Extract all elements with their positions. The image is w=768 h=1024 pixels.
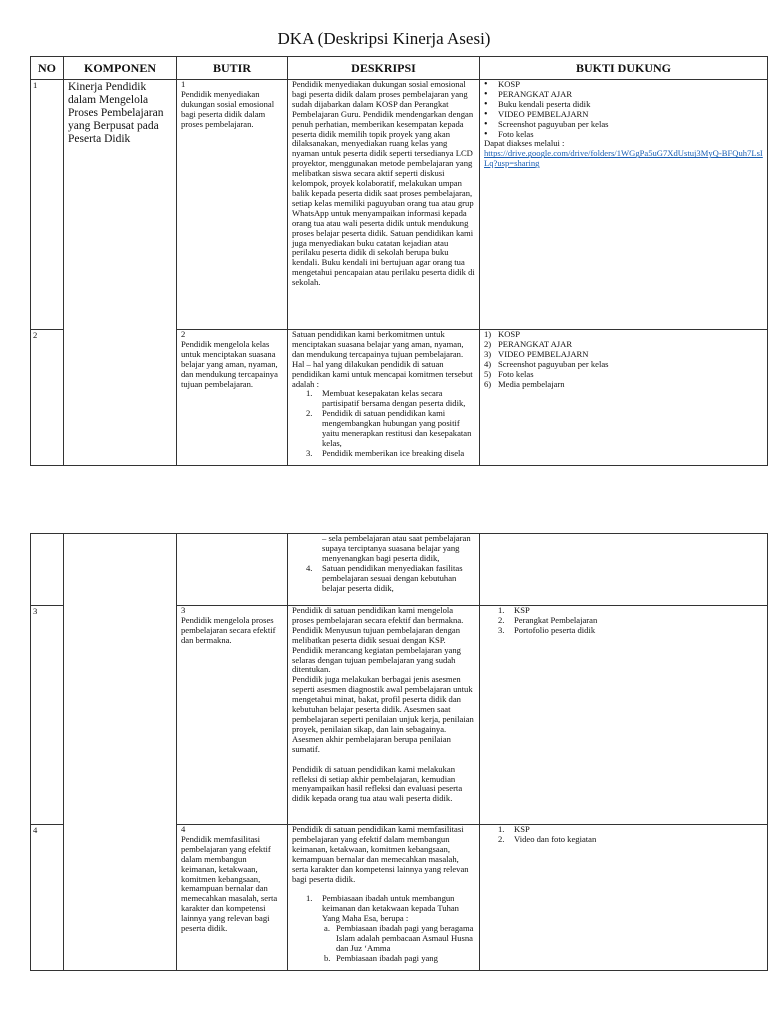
header-komponen: KOMPONEN bbox=[64, 57, 177, 80]
item-number: 2. bbox=[498, 614, 505, 625]
butir-cell bbox=[177, 825, 288, 971]
deskripsi-paragraph: Pendidik di satuan pendidikan kami memfasilitasi pembelajaran yang efektif dalam membangun keimanan, ketakwaan, komitmen kebangsaan, kemampuan bernalar dan memecahkan masalah, serta karakter dan kompetensi lainnya yang relevan bagi peserta didik. bbox=[292, 824, 469, 884]
item-number: 3. bbox=[306, 447, 313, 458]
deskripsi-cell bbox=[288, 825, 480, 971]
bukti-cell-empty bbox=[480, 534, 768, 606]
item-text: KSP bbox=[514, 605, 530, 615]
deskripsi-list bbox=[292, 389, 475, 458]
item-text: Media pembelajarn bbox=[498, 378, 565, 389]
item-text: Pendidik memberikan ice breaking disela bbox=[322, 447, 465, 458]
list-item: • Foto kelas bbox=[498, 130, 763, 140]
header-butir: BUTIR bbox=[177, 57, 288, 80]
item-letter: b. bbox=[324, 952, 331, 963]
list-item bbox=[498, 833, 763, 845]
deskripsi-cell bbox=[288, 534, 480, 606]
butir-cell bbox=[177, 80, 288, 330]
butir-number: 1 bbox=[181, 79, 186, 89]
list-item bbox=[306, 388, 475, 409]
butir-text: Pendidik menyediakan dukungan sosial emosional bagi peserta didik dalam proses pembelajaran. bbox=[181, 88, 275, 129]
list-item bbox=[306, 562, 475, 594]
list-item bbox=[306, 408, 475, 449]
dka-table-page2 bbox=[30, 533, 768, 971]
komponen-cell-empty bbox=[64, 534, 177, 971]
item-number: 1. bbox=[306, 893, 313, 904]
butir-cell-empty bbox=[177, 534, 288, 606]
item-number: 3. bbox=[498, 624, 505, 635]
item-text: Foto kelas bbox=[498, 368, 534, 379]
deskripsi-sublist bbox=[322, 924, 475, 964]
item-number: 4. bbox=[306, 562, 313, 573]
deskripsi-cell: Pendidik menyediakan dukungan sosial emosional bagi peserta didik dalam proses pembelajaran yang sudah dijabarkan dalam KOSP dan Perangkat Pembelajaran Guru. Pendidik mendengarkan dengan penuh perhatian, memberikan kesempatan kepada peserta didik memilih topik proyek yang akan dilaksanakan, menyediakan ruang kelas yang nyaman untuk peserta didik seperti tersedianya LCD proyektor, menggunakan metode pembelajaran yang melibatkan siswa secara aktif seperti diskusi kelompok, proyek kolaboratif, melakukan umpan balik kepada peserta didik saat proses pembelajaran, setiap kelas memiliki paguyuban orang tua atau grup WhatsApp untuk menyampaikan informasi kepada orang tua atau wali peserta didik untuk mendukung proses belajar peserta didik. Satuan pendidikan kami juga menyediakan buku catatan kejadian atau perilaku peserta didik di sekolah berupa buku kendali. Buku kendali ini bertujuan agar orang tua mengetahui pencapaian atau perilaku peserta didik di sekolah. bbox=[288, 80, 480, 330]
butir-cell bbox=[177, 606, 288, 825]
butir-number: 4 bbox=[181, 824, 186, 834]
row-no: 2 bbox=[31, 330, 64, 466]
header-bukti: BUKTI DUKUNG bbox=[480, 57, 768, 80]
butir-number: 2 bbox=[181, 329, 186, 339]
item-text: Pembiasaan ibadah pagi yang bbox=[336, 952, 438, 963]
item-number: 2. bbox=[306, 408, 313, 419]
list-item: • Screenshot paguyuban per kelas bbox=[498, 120, 763, 130]
list-item bbox=[484, 378, 763, 390]
item-text: Portofolio peserta didik bbox=[514, 624, 596, 635]
list-item: • Buku kendali peserta didik bbox=[498, 100, 763, 110]
item-text: KOSP bbox=[498, 329, 520, 339]
row-no: 3 bbox=[31, 606, 64, 825]
bukti-list bbox=[484, 825, 763, 845]
list-item bbox=[306, 447, 475, 459]
item-text: Pembiasaan ibadah untuk membangun keimanan dan ketakwaan kepada Tuhan Yang Maha Esa, berupa : bbox=[322, 893, 459, 924]
item-number: 2) bbox=[484, 338, 492, 349]
item-text: Satuan pendidikan menyediakan fasilitas pembelajaran sesuai dengan kebutuhan belajar peserta didik, bbox=[322, 562, 463, 593]
dka-table-page1 bbox=[30, 56, 768, 466]
item-number: 2. bbox=[498, 833, 505, 844]
item-number: 1. bbox=[498, 605, 505, 615]
table-row bbox=[31, 80, 768, 330]
item-number: 6) bbox=[484, 378, 492, 389]
row-no: 4 bbox=[31, 825, 64, 971]
deskripsi-paragraph: Pendidik di satuan pendidikan kami melakukan refleksi di setiap akhir pembelajaran, kemudian menyampaikan hasil refleksi dan evaluasi peserta didik kepada orang tua atau wali peserta didik. bbox=[292, 763, 463, 804]
bukti-cell bbox=[480, 606, 768, 825]
list-item bbox=[498, 624, 763, 636]
row-no: 1 bbox=[31, 80, 64, 330]
item-text: VIDEO PEMBELAJARN bbox=[498, 348, 589, 359]
list-item bbox=[324, 952, 475, 964]
butir-text: Pendidik mengelola proses pembelajaran secara efektif dan bermakna. bbox=[181, 614, 276, 645]
item-text: Screenshot paguyuban per kelas bbox=[498, 358, 609, 369]
list-item: • KOSP bbox=[498, 80, 763, 90]
deskripsi-paragraph: Pendidik di satuan pendidikan kami mengelola proses pembelajaran secara efektif dan bermakna. Pendidik Menyusun tujuan pembelajaran dengan melibatkan peserta didik sesuai dengan KSP. Pendidik merancang kegiatan pembelajaran yang selaras dengan tujuan pembelajaran yang sudah ditentukan. bbox=[292, 605, 464, 675]
deskripsi-cell bbox=[288, 330, 480, 466]
row-no-empty bbox=[31, 534, 64, 606]
item-text: Pendidik di satuan pendidikan kami mengembangkan hubungan yang positif yaitu menerapkan restitusi dan kesepakatan kelas, bbox=[322, 408, 472, 448]
komponen-cell: Kinerja Pendidik dalam Mengelola Proses Pembelajaran yang Berpusat pada Peserta Didik bbox=[64, 80, 177, 466]
item-number: 5) bbox=[484, 368, 492, 379]
list-item: • VIDEO PEMBELAJARN bbox=[498, 110, 763, 120]
item-number: 1. bbox=[306, 388, 313, 399]
list-item bbox=[484, 358, 763, 370]
item-text: Pembiasaan ibadah pagi yang beragama Islam adalah pembacaan Asmaul Husna dan Juz ‘Amma bbox=[336, 923, 474, 953]
item-letter: a. bbox=[324, 923, 330, 934]
item-number: 4) bbox=[484, 358, 492, 369]
header-no: NO bbox=[31, 57, 64, 80]
bukti-note: Dapat diakses melalui : bbox=[484, 138, 565, 149]
butir-text: Pendidik mengelola kelas untuk menciptakan suasana belajar yang aman, nyaman, dan mendukung tercapainya tujuan pembelajaran. bbox=[181, 338, 278, 389]
deskripsi-paragraph: Pendidik juga melakukan berbagai jenis asesmen seperti asesmen diagnostik awal pembelajaran untuk mengetahui minat, bakat, profil peserta didik dan kebutuhan belajar peserta didik. Asesmen saat pembelajaran seperti penilaian unjuk kerja, penilaian proyek, penilaian sikap, dan lain sebagainya. Asesmen akhir pembelajaran berupa penilaian sumatif. bbox=[292, 674, 474, 754]
bukti-cell bbox=[480, 330, 768, 466]
item-text: Perangkat Pembelajaran bbox=[514, 614, 598, 625]
table-row-continued bbox=[31, 534, 768, 606]
table-header-row bbox=[31, 57, 768, 80]
item-number: 3) bbox=[484, 348, 492, 359]
bukti-list bbox=[484, 330, 763, 389]
butir-cell bbox=[177, 330, 288, 466]
bukti-list bbox=[484, 606, 763, 636]
butir-text: Pendidik memfasilitasi pembelajaran yang efektif dalam membangun keimanan, ketakwaan, komitmen kebangsaan, kemampuan bernalar dan memecahkan masalah, serta karakter dan kompetensi lainnya yang relevan bagi peserta didik. bbox=[181, 833, 278, 934]
bukti-cell bbox=[480, 825, 768, 971]
butir-number: 3 bbox=[181, 605, 186, 615]
list-item bbox=[324, 923, 475, 954]
header-deskripsi: DESKRIPSI bbox=[288, 57, 480, 80]
list-item: • PERANGKAT AJAR bbox=[498, 90, 763, 100]
bukti-list bbox=[484, 80, 763, 139]
item-text: KSP bbox=[514, 824, 530, 834]
item-number: 1) bbox=[484, 329, 492, 339]
drive-link[interactable]: https://drive.google.com/drive/folders/1WGgPa5uG7XdUstuj3MyQ-BFQuh7LsILq?usp=sharing bbox=[484, 148, 763, 169]
deskripsi-list bbox=[292, 894, 475, 963]
bukti-cell bbox=[480, 80, 768, 330]
list-item bbox=[306, 893, 475, 963]
item-text: Video dan foto kegiatan bbox=[514, 833, 597, 844]
deskripsi-cell bbox=[288, 606, 480, 825]
deskripsi-continued: – sela pembelajaran atau saat pembelajaran supaya terciptanya suasana belajar yang menyenangkan bagi peserta didik, bbox=[322, 533, 471, 563]
item-text: Membuat kesepakatan kelas secara partisipatif bersama dengan peserta didik, bbox=[322, 388, 466, 409]
item-number: 1. bbox=[498, 824, 505, 834]
deskripsi-intro: Satuan pendidikan kami berkomitmen untuk menciptakan suasana belajar yang aman, nyaman, dan mendukung tercapainya tujuan pembelajaran. Hal – hal yang dilakukan pendidik di satuan pendidikan kami untuk mencapai komitmen tersebut adalah : bbox=[292, 329, 473, 389]
document-title: DKA (Deskripsi Kinerja Asesi) bbox=[277, 29, 491, 48]
deskripsi-list bbox=[292, 564, 475, 594]
item-text: PERANGKAT AJAR bbox=[498, 338, 573, 349]
